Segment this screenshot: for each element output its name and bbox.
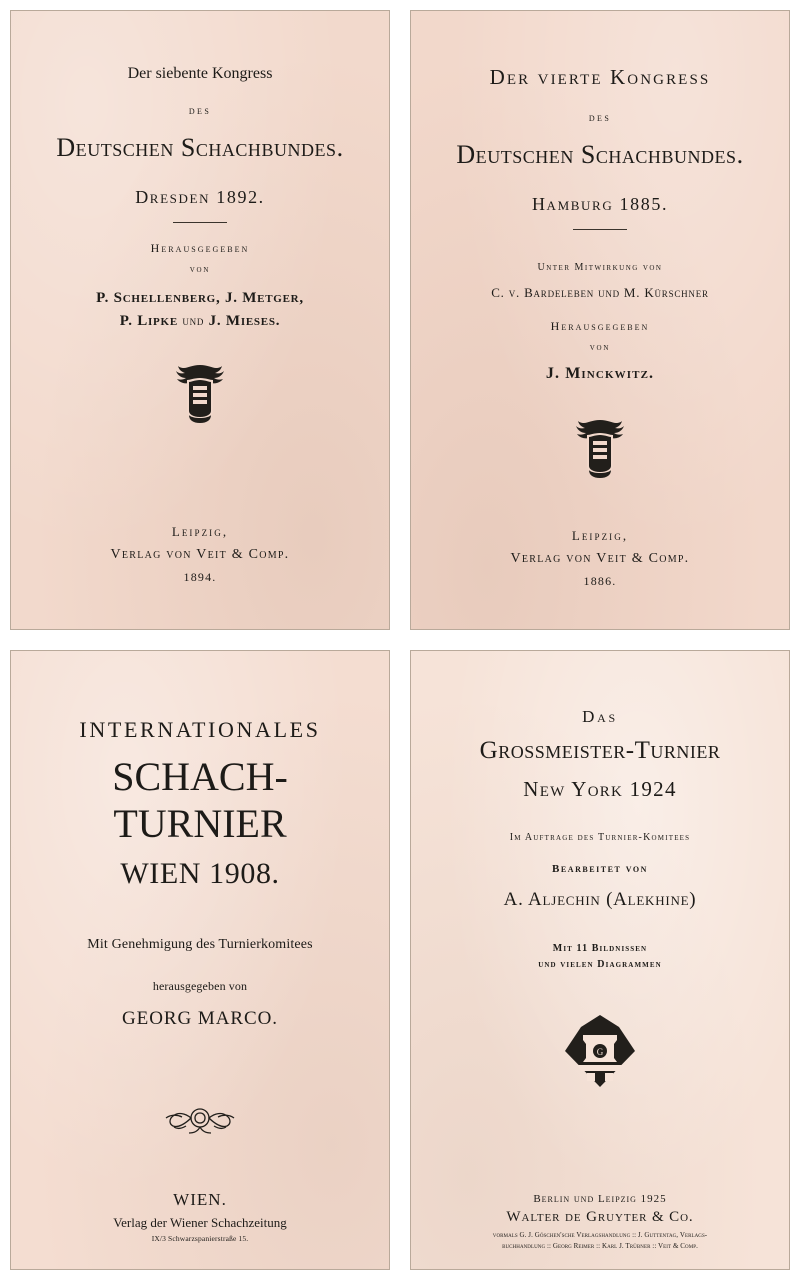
p1-des-word: des [188, 105, 212, 117]
gallery-cell-2 [400, 0, 800, 640]
p4-das-word: Das [582, 707, 618, 726]
p1-organization-title: Deutschen Schachbundes. [56, 133, 344, 162]
p1-editors-line-1: P. Schellenberg, J. Metger, [96, 290, 304, 306]
gallery-cell-1 [0, 0, 400, 640]
p2-von-label: von [589, 342, 611, 353]
p2-city-year: Hamburg 1885. [531, 194, 669, 214]
p4-auftrag-label: Im Auftrage des Turnier-Komitees [509, 832, 691, 843]
p3-footer-publisher: Verlag der Wiener Schachzeitung [113, 1215, 287, 1230]
title-page-new-york-1924[interactable] [410, 650, 790, 1270]
p2-footer-city: Leipzig, [571, 528, 629, 543]
p1-von-label: von [189, 264, 211, 275]
p4-city-year: New York 1924 [523, 777, 677, 801]
p4-footer [437, 1193, 763, 1251]
p1-footer-year: 1894. [183, 570, 217, 584]
p2-heading: Der vierte Kongress [489, 65, 711, 89]
p1-footer [37, 524, 363, 585]
p1-city-year: Dresden 1892. [135, 187, 265, 207]
title-page-wien-1908[interactable] [10, 650, 390, 1270]
gallery-cell-3 [0, 640, 400, 1280]
p2-organization-title: Deutschen Schachbundes. [456, 140, 744, 169]
p1-heading: Der siebente Kongress [127, 65, 273, 82]
p1-editors-line-2 [96, 310, 304, 333]
p3-international-label: INTERNATIONALES [79, 717, 321, 742]
p3-footer-address: IX/3 Schwarzspanierstraße 15. [151, 1234, 249, 1243]
p2-footer-publisher: Verlag von Veit & Comp. [510, 551, 690, 566]
rook-crest-emblem [563, 1013, 637, 1089]
p1-herausgegeben-label: Herausgegeben [150, 241, 250, 255]
p1-footer-publisher: Verlag von Veit & Comp. [110, 547, 290, 562]
p4-bearbeitet-label: Bearbeitet von [552, 863, 648, 875]
shield-crest-emblem [569, 417, 631, 481]
title-page-dresden-1892[interactable] [10, 10, 390, 630]
p4-illustration-note [538, 941, 662, 973]
p3-footer-city: WIEN. [173, 1190, 227, 1209]
p1-editor-lipke: P. Lipke [119, 312, 178, 329]
p3-title: SCHACH-TURNIER [112, 754, 288, 846]
p3-subtitle: Mit Genehmigung des Turnierkomitees [87, 937, 313, 952]
p1-editor-mieses: J. Mieses. [208, 312, 281, 329]
p4-footer-publisher: Walter de Gruyter & Co. [506, 1209, 694, 1225]
p4-imprint-line-1: vormals G. J. Göschen'sche Verlagshandlung :: J. Guttentag, Verlags- [492, 1231, 708, 1239]
floral-ornament [152, 1104, 248, 1138]
p1-und-word: und [182, 312, 205, 328]
p1-divider-rule [173, 222, 227, 223]
p4-note-line-2: und vielen Diagrammen [538, 959, 662, 970]
p4-imprint-line-2: buchhandlung :: Georg Reimer :: Karl J. Trübner :: Veit & Comp. [502, 1241, 698, 1250]
p1-footer-city: Leipzig, [171, 524, 229, 539]
svg-text:G: G [596, 1047, 604, 1057]
p2-footer-year: 1886. [583, 574, 617, 588]
p2-editor: J. Minckwitz. [545, 365, 655, 382]
p3-herausgegeben-label: herausgegeben von [152, 979, 248, 993]
p2-des-word: des [588, 112, 612, 124]
p2-divider-rule [573, 229, 627, 230]
p4-author: A. Aljechin (Alekhine) [503, 889, 697, 910]
p2-mitwirkung-label: Unter Mitwirkung von [537, 262, 663, 273]
p3-editor: GEORG MARCO. [121, 1008, 279, 1029]
p2-contributors: C. v. Bardeleben und M. Kürschner [491, 285, 709, 300]
p1-editors [96, 287, 304, 332]
gallery-cell-4 [400, 640, 800, 1280]
shield-crest-emblem [169, 362, 231, 426]
p4-footer-city-year: Berlin und Leipzig 1925 [533, 1193, 667, 1205]
p2-herausgegeben-label: Herausgegeben [550, 319, 650, 333]
p2-footer [437, 528, 763, 589]
p4-note-line-1: Mit 11 Bildnissen [552, 943, 648, 954]
p4-footer-imprint [437, 1230, 763, 1251]
p3-city-year: WIEN 1908. [120, 857, 280, 890]
p4-title: Grossmeister-Turnier [479, 737, 721, 764]
title-page-hamburg-1885[interactable] [410, 10, 790, 630]
p3-footer [37, 1190, 363, 1243]
